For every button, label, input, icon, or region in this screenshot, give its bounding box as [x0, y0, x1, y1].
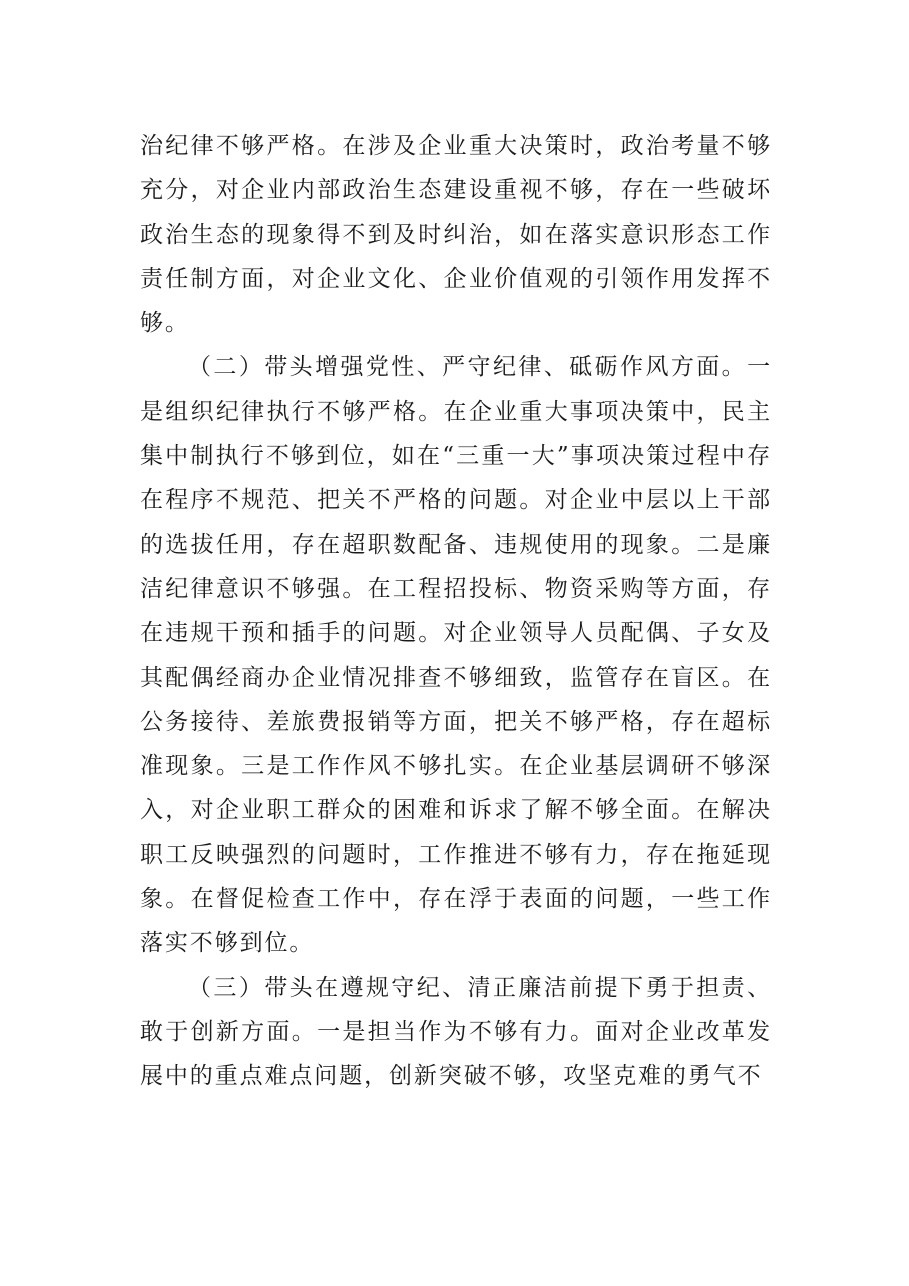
paragraph-section-3: （三）带头在遵规守纪、清正廉洁前提下勇于担责、敢于创新方面。一是担当作为不够有力。面对企业改革发展中的重点难点问题，创新突破不够，攻坚克难的勇气不: [140, 974, 772, 1090]
paragraph-section-2: （二）带头增强党性、严守纪律、砥砺作风方面。一是组织纪律执行不够严格。在企业重大事项决策中，民主集中制执行不够到位，如在“三重一大”事项决策过程中存在程序不规范、把关不严格的问题。对企业中层以上干部的选拔任用，存在超职数配备、违规使用的现象。二是廉洁纪律意识不够强。在工程招投标、物资采购等方面，存在违规干预和插手的问题。对企业领导人员配偶、子女及其配偶经商办企业情况排查不够细致，监管存在盲区。在公务接待、差旅费报销等方面，把关不够严格，存在超标准现象。三是工作作风不够扎实。在企业基层调研不够深入，对企业职工群众的困难和诉求了解不够全面。在解决职工反映强烈的问题时，工作推进不够有力，存在拖延现象。在督促检查工作中，存在浮于表面的问题，一些工作落实不够到位。: [140, 354, 772, 957]
document-body: [140, 124, 772, 1099]
paragraph-continued: 治纪律不够严格。在涉及企业重大决策时，政治考量不够充分，对企业内部政治生态建设重视不够，存在一些破坏政治生态的现象得不到及时纠治，如在落实意识形态工作责任制方面，对企业文化、企业价值观的引领作用发挥不够。: [140, 133, 772, 337]
